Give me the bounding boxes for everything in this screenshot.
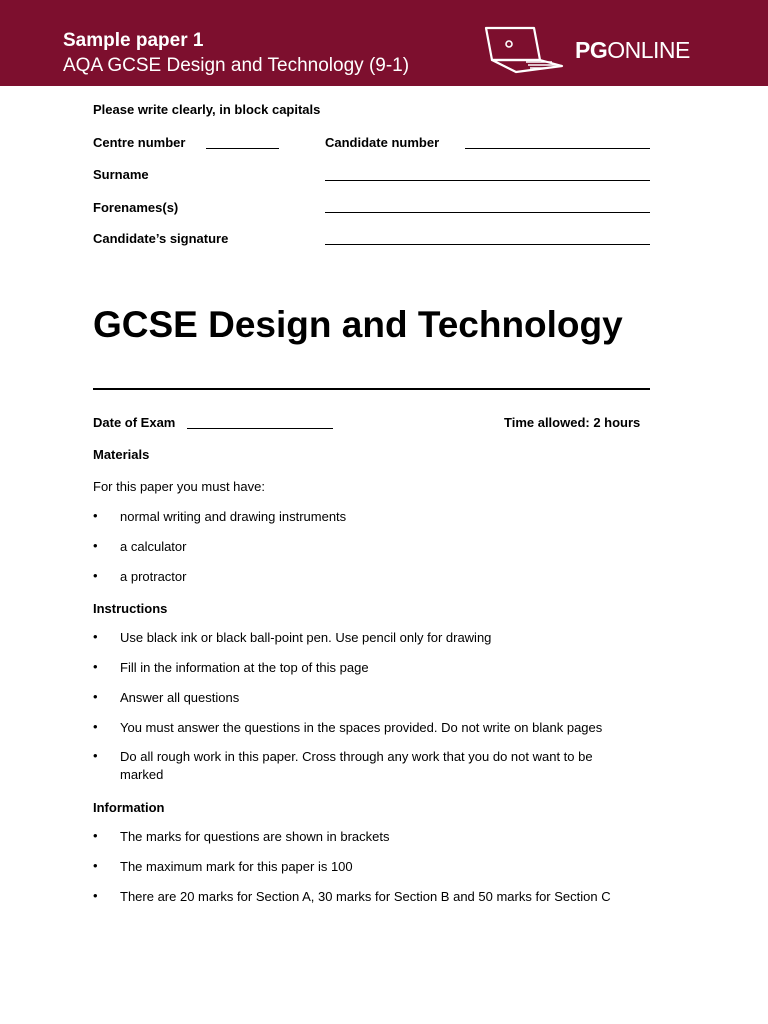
signature-label: Candidate’s signature (93, 231, 229, 246)
surname-field[interactable] (325, 180, 650, 181)
list-item: Do all rough work in this paper. Cross through any work that you do not want to be marked (120, 749, 593, 782)
title-divider (93, 388, 650, 390)
time-allowed: Time allowed: 2 hours (504, 415, 641, 430)
list-item: a calculator (120, 539, 187, 554)
list-item: a protractor (120, 569, 187, 584)
list-item: The maximum mark for this paper is 100 (120, 859, 353, 874)
list-item: There are 20 marks for Section A, 30 marks for Section B and 50 marks for Section C (120, 889, 611, 904)
brand-rest: ONLINE (607, 37, 690, 63)
information-heading: Information (93, 800, 165, 815)
brand-name (575, 37, 690, 64)
list-bullet: • (93, 858, 98, 873)
list-bullet: • (93, 689, 98, 704)
list-bullet: • (93, 719, 98, 734)
list-item: Use black ink or black ball-point pen. Use pencil only for drawing (120, 630, 492, 645)
list-bullet: • (93, 508, 98, 523)
candidate-number-label: Candidate number (325, 135, 440, 150)
date-of-exam-field[interactable] (187, 428, 333, 429)
list-bullet: • (93, 629, 98, 644)
forenames-label: Forenames(s) (93, 200, 179, 215)
header-banner (0, 0, 768, 86)
centre-number-label: Centre number (93, 135, 186, 150)
list-item: The marks for questions are shown in brackets (120, 829, 390, 844)
materials-intro: For this paper you must have: (93, 479, 265, 494)
laptop-icon (482, 26, 572, 74)
forenames-field[interactable] (325, 212, 650, 213)
list-bullet: • (93, 888, 98, 903)
list-item: Answer all questions (120, 690, 240, 705)
brand-bold: PG (575, 37, 608, 63)
form-instruction: Please write clearly, in block capitals (93, 102, 321, 117)
page-title: GCSE Design and Technology (93, 304, 623, 345)
signature-field[interactable] (325, 244, 650, 245)
paper-title: Sample paper 1 (63, 30, 204, 51)
paper-subtitle: AQA GCSE Design and Technology (9-1) (63, 55, 410, 76)
list-item: normal writing and drawing instruments (120, 509, 347, 524)
list-bullet: • (93, 748, 98, 763)
list-item: Fill in the information at the top of this page (120, 660, 369, 675)
list-bullet: • (93, 538, 98, 553)
instructions-heading: Instructions (93, 601, 168, 616)
list-bullet: • (93, 828, 98, 843)
date-of-exam-label: Date of Exam (93, 415, 176, 430)
materials-heading: Materials (93, 447, 150, 462)
centre-number-field[interactable] (206, 148, 279, 149)
list-bullet: • (93, 659, 98, 674)
candidate-number-field[interactable] (465, 148, 650, 149)
list-item: You must answer the questions in the spaces provided. Do not write on blank pages (120, 720, 603, 735)
list-bullet: • (93, 568, 98, 583)
surname-label: Surname (93, 167, 149, 182)
